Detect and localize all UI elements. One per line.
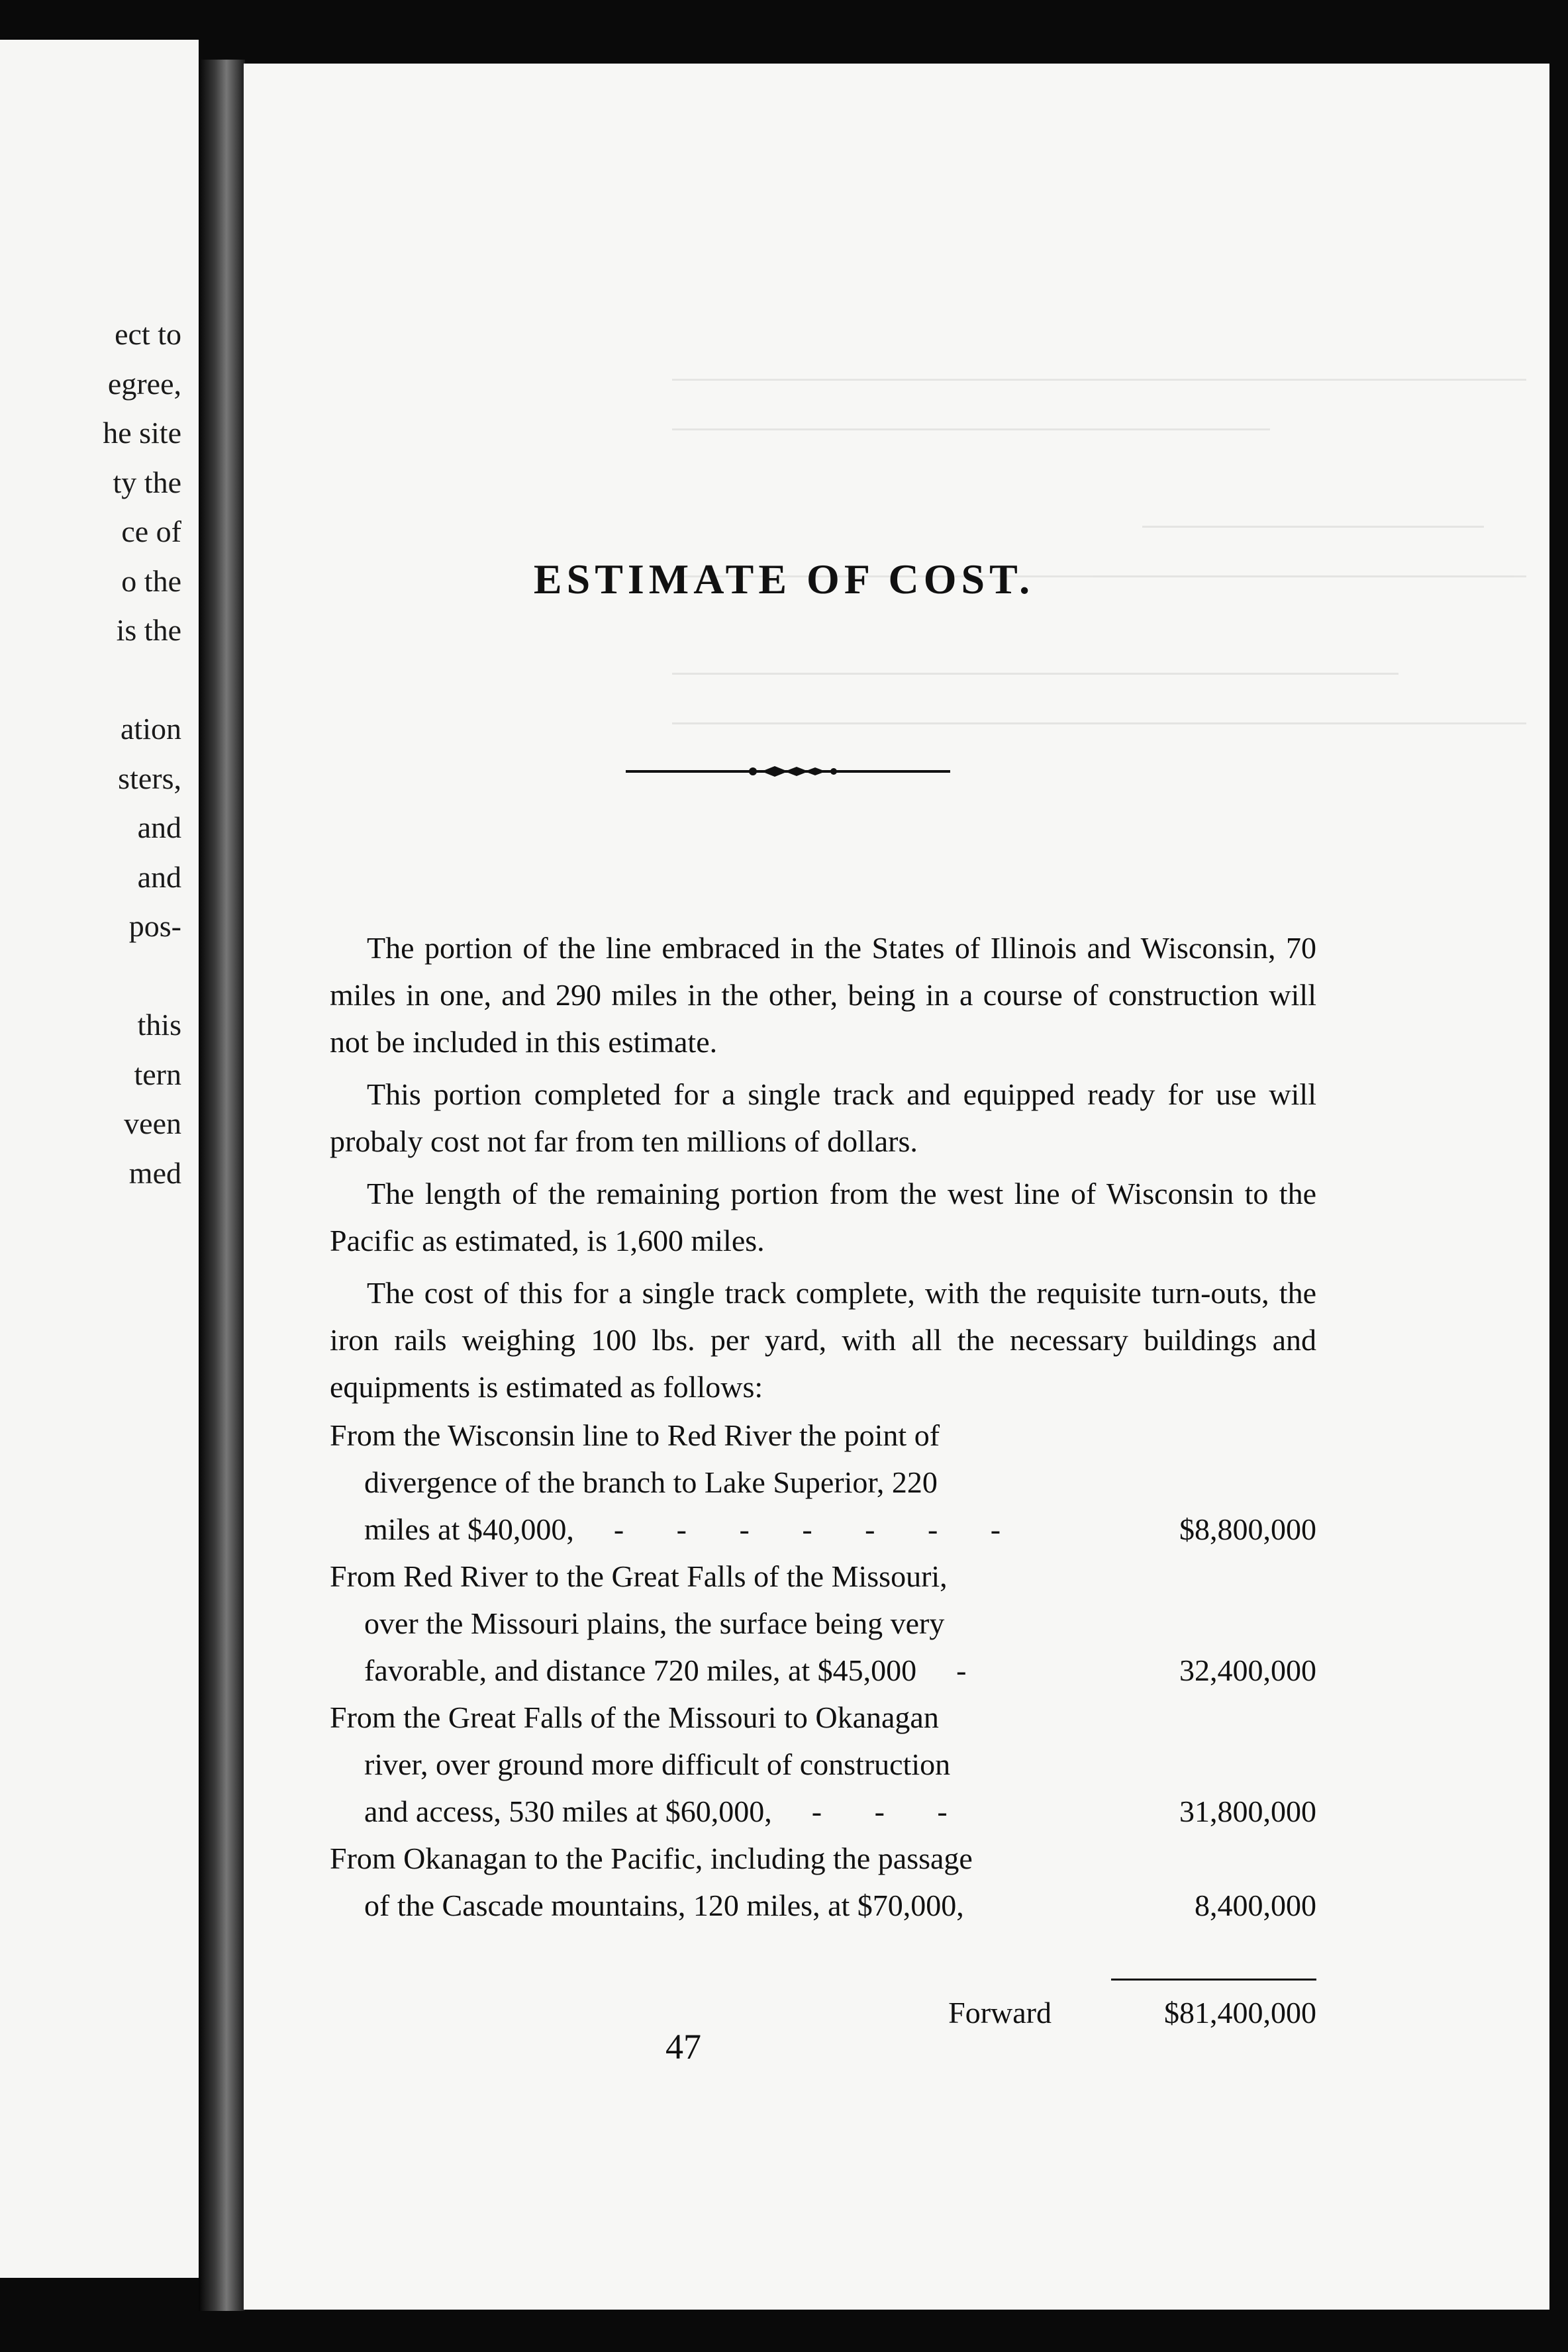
facing-line: this	[137, 1008, 181, 1042]
total-rule	[1111, 1979, 1316, 1981]
facing-line-gap	[103, 952, 181, 1001]
facing-line: pos-	[128, 909, 181, 943]
facing-line: he site	[103, 416, 181, 450]
paragraph: The length of the remaining portion from the west line of Wisconsin to the Pacific as estimated, is 1,600 miles.	[330, 1177, 1316, 1257]
paragraph: This portion completed for a single track and equipped ready for use will probaly cost not far from ten millions of dollars.	[330, 1077, 1316, 1158]
book-gutter	[199, 60, 245, 2311]
facing-line: tern	[134, 1057, 181, 1091]
facing-line-gap	[103, 656, 181, 705]
facing-line: and	[137, 859, 181, 894]
facing-line: sters,	[118, 761, 181, 795]
cost-item-text: and access, 530 miles at $60,000,	[364, 1794, 772, 1828]
paragraph: The portion of the line embraced in the States of Illinois and Wisconsin, 70 miles in one, and 290 miles in the other, being in a course of construction will not be included in this estimate.	[330, 931, 1316, 1059]
cost-item-text: of the Cascade mountains, 120 miles, at $70,000,	[364, 1888, 964, 1922]
cost-item-text: From the Great Falls of the Missouri to Okanagan	[330, 1700, 939, 1734]
body-text	[330, 924, 1316, 1416]
cost-estimate-table	[330, 1412, 1316, 2030]
cost-item-text: From Okanagan to the Pacific, including the passage	[330, 1841, 973, 1875]
cost-item-text: From Red River to the Great Falls of the Missouri,	[330, 1559, 948, 1593]
cost-item	[330, 1553, 1316, 1694]
cost-item-text: miles at $40,000,	[364, 1512, 574, 1546]
paragraph: The cost of this for a single track complete, with the requisite turn-outs, the iron rails weighing 100 lbs. per yard, with all the necessary buildings and equipments is estimated as follows:	[330, 1276, 1316, 1404]
facing-line: ty the	[113, 465, 181, 499]
facing-line: ation	[121, 712, 181, 746]
total-row	[330, 1989, 1316, 2036]
facing-line: ect to	[115, 317, 181, 351]
total-label: Forward	[948, 1996, 1052, 2030]
dot-leader: - - - - - - -	[613, 1512, 1024, 1546]
dot-leader: - - -	[811, 1794, 970, 1828]
facing-line: and	[137, 810, 181, 844]
facing-line: o the	[121, 564, 181, 598]
cost-item-text: river, over ground more difficult of construction	[364, 1747, 951, 1781]
ornament-divider	[626, 763, 950, 780]
cost-item-text: divergence of the branch to Lake Superior, 220	[364, 1465, 938, 1499]
cost-item	[330, 1835, 1316, 1929]
dot-leader: -	[956, 1653, 989, 1687]
page-title: ESTIMATE OF COST.	[533, 556, 1035, 603]
cost-item-amount: 31,800,000	[1179, 1794, 1316, 1828]
total-amount: $81,400,000	[1164, 1996, 1316, 2030]
facing-line: egree,	[107, 366, 181, 401]
page-number: 47	[665, 2027, 701, 2067]
cost-item-text: From the Wisconsin line to Red River the point of	[330, 1418, 940, 1452]
cost-item	[330, 1412, 1316, 1553]
facing-line: is the	[116, 613, 181, 647]
cost-item	[330, 1694, 1316, 1835]
facing-page	[0, 40, 199, 2278]
cost-item-amount: $8,800,000	[1179, 1512, 1316, 1546]
cost-item-amount: 32,400,000	[1179, 1653, 1316, 1687]
facing-line: veen	[124, 1106, 181, 1140]
cost-item-text: favorable, and distance 720 miles, at $45,000	[364, 1653, 917, 1687]
cost-item-text: over the Missouri plains, the surface being very	[364, 1606, 945, 1640]
facing-page-text	[103, 310, 181, 1198]
cost-item-amount: 8,400,000	[1195, 1888, 1316, 1922]
facing-line: med	[128, 1155, 181, 1190]
facing-line: ce of	[121, 514, 181, 548]
